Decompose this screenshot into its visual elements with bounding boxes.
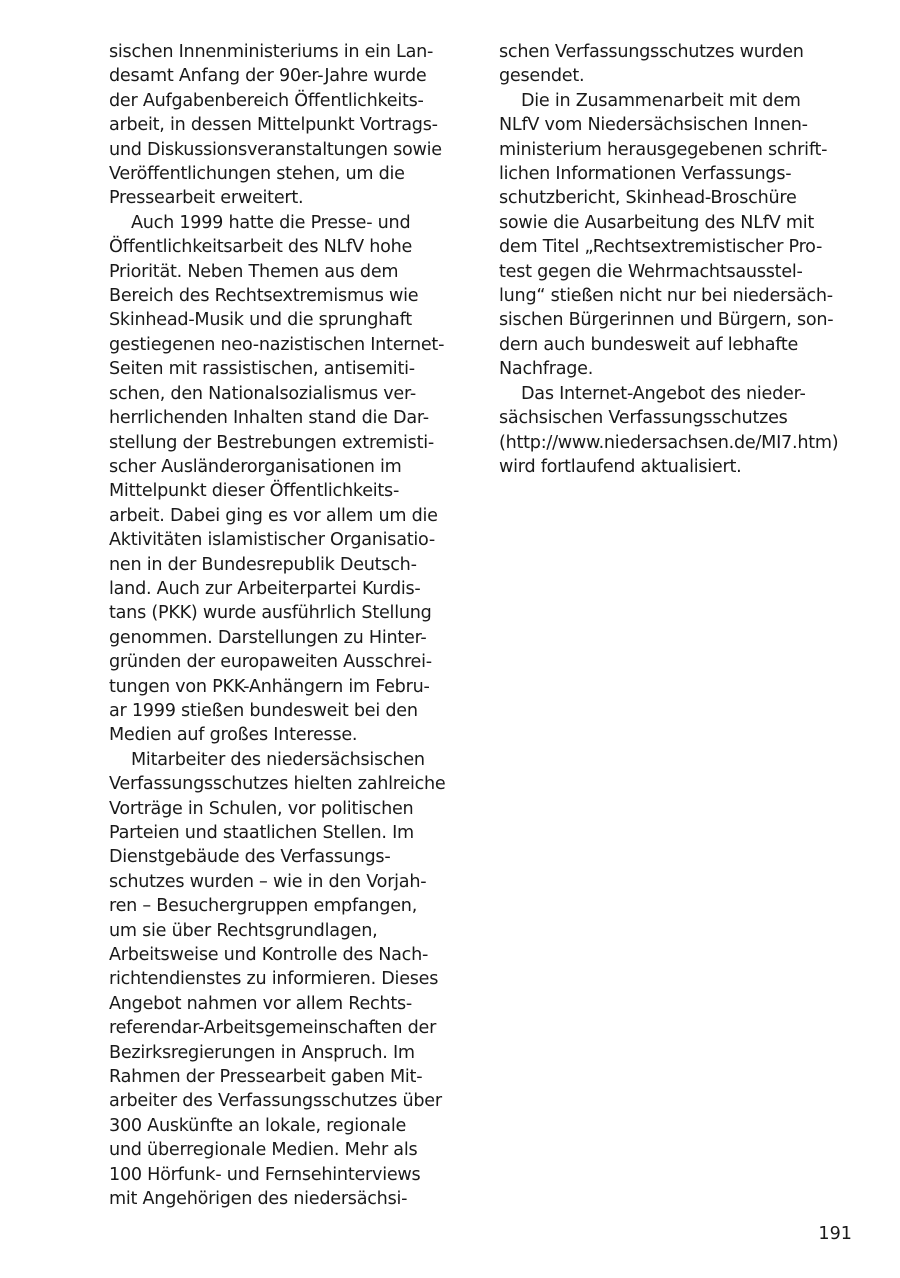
text-line: lichen Informationen Verfassungs- xyxy=(499,164,792,185)
text-line: Arbeitsweise und Kontrolle des Nach- xyxy=(109,945,429,966)
text-line: um sie über Rechtsgrundlagen, xyxy=(109,920,378,941)
text-line: wird fortlaufend aktualisiert. xyxy=(499,456,742,477)
paragraph-start-line: Auch 1999 hatte die Presse- und xyxy=(131,212,411,233)
text-line: Aktivitäten islamistischer Organisatio- xyxy=(109,530,435,551)
text-line: arbeit. Dabei ging es vor allem um die xyxy=(109,505,438,526)
text-line: sischen Innenministeriums in ein Lan- xyxy=(109,42,434,62)
text-line: arbeiter des Verfassungsschutzes über xyxy=(109,1091,442,1112)
paragraph-start-line: Mitarbeiter des niedersächsischen xyxy=(131,749,425,770)
text-line: schutzbericht, Skinhead-Broschüre xyxy=(499,188,797,209)
text-line: gestiegenen neo-nazistischen Internet- xyxy=(109,334,445,355)
text-line: sischen Bürgerinnen und Bürgern, son- xyxy=(499,310,834,331)
text-line: lung“ stießen nicht nur bei niedersäch- xyxy=(499,286,833,307)
text-line: Vorträge in Schulen, vor politischen xyxy=(109,798,414,819)
text-line: dem Titel „Rechtsextremistischer Pro- xyxy=(499,237,823,258)
text-line: Skinhead-Musik und die sprunghaft xyxy=(109,310,412,331)
paragraph-start-line: Die in Zusammenarbeit mit dem xyxy=(521,90,801,111)
text-line: Angebot nahmen vor allem Rechts- xyxy=(109,993,413,1014)
text-line: 100 Hörfunk- und Fernsehinterviews xyxy=(109,1164,421,1185)
left-text-column xyxy=(109,40,469,1212)
text-line: und überregionale Medien. Mehr als xyxy=(109,1140,418,1161)
text-line: test gegen die Wehrmachtsausstel- xyxy=(499,261,803,282)
text-line: tungen von PKK-Anhängern im Febru- xyxy=(109,676,430,697)
text-line: Veröffentlichungen stehen, um die xyxy=(109,164,405,185)
text-line: herrlichenden Inhalten stand die Dar- xyxy=(109,408,429,429)
text-line: ar 1999 stießen bundesweit bei den xyxy=(109,700,418,721)
text-line: Rahmen der Pressearbeit gaben Mit- xyxy=(109,1067,423,1088)
text-line: dern auch bundesweit auf lebhafte xyxy=(499,334,799,355)
text-line: und Diskussionsveranstaltungen sowie xyxy=(109,139,442,160)
text-line: NLfV vom Niedersächsischen Innen- xyxy=(499,115,808,136)
text-line: Seiten mit rassistischen, antisemiti- xyxy=(109,359,415,380)
text-line: 300 Auskünfte an lokale, regionale xyxy=(109,1115,407,1136)
text-line: Nachfrage. xyxy=(499,359,594,380)
text-line: Öffentlichkeitsarbeit des NLfV hohe xyxy=(109,237,413,258)
text-line: mit Angehörigen des niedersächsi- xyxy=(109,1189,408,1210)
text-line: Parteien und staatlichen Stellen. Im xyxy=(109,823,414,843)
text-line: arbeit, in dessen Mittelpunkt Vortrags- xyxy=(109,115,438,136)
text-line: desamt Anfang der 90er-Jahre wurde xyxy=(109,66,427,87)
text-line: schutzes wurden – wie in den Vorjah- xyxy=(109,871,427,892)
text-line: sächsischen Verfassungsschutzes xyxy=(499,408,788,429)
text-line: Verfassungsschutzes hielten zahlreiche xyxy=(109,774,446,795)
text-line: genommen. Darstellungen zu Hinter- xyxy=(109,627,427,648)
text-line: gesendet. xyxy=(499,66,585,87)
text-line: referendar-Arbeitsgemeinschaften der xyxy=(109,1018,437,1039)
text-line: Pressearbeit erweitert. xyxy=(109,188,304,209)
text-line: der Aufgabenbereich Öffentlichkeits- xyxy=(109,90,424,111)
text-line: ren – Besuchergruppen empfangen, xyxy=(109,896,418,917)
paragraph-start-line: Das Internet-Angebot des nieder- xyxy=(521,383,806,404)
text-line: sowie die Ausarbeitung des NLfV mit xyxy=(499,212,815,233)
text-line: Bezirksregierungen in Anspruch. Im xyxy=(109,1042,415,1063)
text-line: richtendienstes zu informieren. Dieses xyxy=(109,969,439,990)
text-line: Priorität. Neben Themen aus dem xyxy=(109,261,399,282)
text-line: schen Verfassungsschutzes wurden xyxy=(499,42,804,62)
text-line: tans (PKK) wurde ausführlich Stellung xyxy=(109,603,432,624)
text-line: gründen der europaweiten Ausschrei- xyxy=(109,652,432,673)
text-line: ministerium herausgegebenen schrift- xyxy=(499,139,828,160)
text-line: Medien auf großes Interesse. xyxy=(109,725,358,746)
text-line: Mittelpunkt dieser Öffentlichkeits- xyxy=(109,481,400,502)
text-line: schen, den Nationalsozialismus ver- xyxy=(109,383,416,404)
text-line: Bereich des Rechtsextremismus wie xyxy=(109,286,419,307)
url-text-line: (http://www.niedersachsen.de/MI7.htm) xyxy=(499,432,839,453)
text-line: Dienstgebäude des Verfassungs- xyxy=(109,847,391,868)
right-text-column xyxy=(499,40,869,479)
page-number: 191 xyxy=(818,1224,852,1244)
text-line: scher Ausländerorganisationen im xyxy=(109,456,402,477)
text-line: land. Auch zur Arbeiterpartei Kurdis- xyxy=(109,578,421,599)
text-line: stellung der Bestrebungen extremisti- xyxy=(109,432,434,453)
text-line: nen in der Bundesrepublik Deutsch- xyxy=(109,554,417,575)
